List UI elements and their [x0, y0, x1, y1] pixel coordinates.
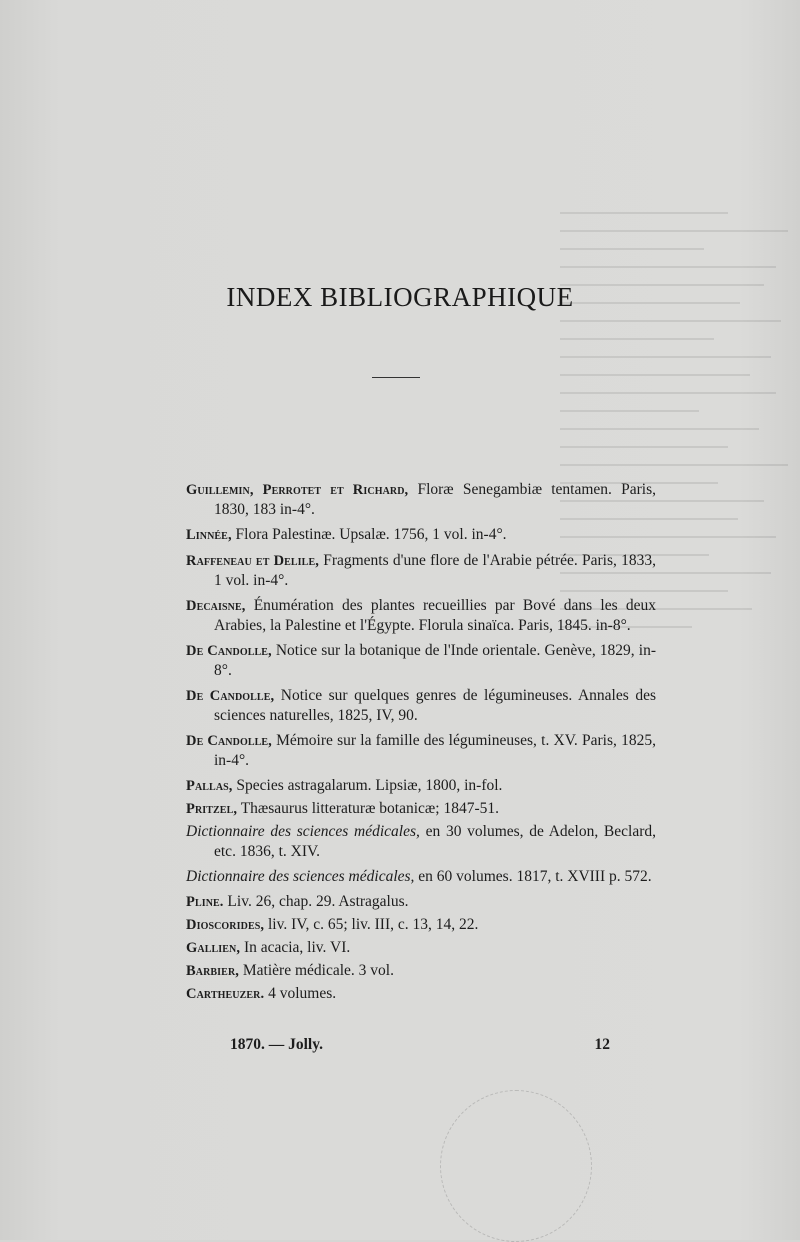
sheet-number: 12	[594, 1036, 610, 1053]
entry-text: In acacia, liv. VI.	[243, 939, 351, 956]
bibliography-entry	[186, 596, 656, 636]
entry-author: Barbier,	[186, 963, 239, 979]
entry-text: en 60 volumes. 1817, t. XVIII p. 572.	[418, 868, 652, 885]
bibliography-entry	[186, 938, 656, 958]
entry-text: Fragments d'une flore de l'Arabie pétrée. Paris, 1833, 1 vol. in-4°.	[214, 552, 656, 589]
entry-author: Guillemin, Perrotet et Richard,	[186, 482, 409, 498]
bibliography-entry	[186, 799, 656, 819]
bibliography-entry	[186, 961, 656, 981]
entry-author: Pallas,	[186, 778, 233, 794]
bibliography-entry	[186, 892, 656, 912]
entry-text: 4 volumes.	[268, 985, 337, 1002]
bibliography-entry	[186, 480, 656, 520]
printer-signature: 1870. — Jolly.	[230, 1036, 324, 1053]
entry-title-italic: Dictionnaire des sciences médicales,	[186, 823, 420, 840]
entry-text: Notice sur quelques genres de légumineuses. Annales des sciences naturelles, 1825, IV, 90.	[214, 687, 656, 724]
entry-text: Énumération des plantes recueillies par Bové dans les deux Arabies, la Palestine et l'Égypte. Florula sinaïca. Paris, 1845. in-8°.	[214, 597, 656, 634]
bibliography-entry	[186, 641, 656, 681]
entry-author: De Candolle,	[186, 688, 275, 704]
bibliography-list	[186, 480, 656, 1007]
title-rule	[372, 377, 420, 378]
entry-author: Pritzel,	[186, 801, 238, 817]
entry-text: Mémoire sur la famille des légumineuses, t. XV. Paris, 1825, in-4°.	[214, 732, 656, 769]
bibliography-entry	[186, 867, 656, 887]
bibliography-entry	[186, 731, 656, 771]
entry-author: Raffeneau et Delile,	[186, 553, 319, 569]
bibliography-entry	[186, 822, 656, 862]
entry-text: Matière médicale. 3 vol.	[242, 962, 394, 979]
entry-author: Decaisne,	[186, 598, 246, 614]
entry-text: Flora Palestinæ. Upsalæ. 1756, 1 vol. in-4°.	[235, 526, 507, 543]
entry-author: Cartheuzer.	[186, 986, 265, 1002]
entry-author: Dioscorides,	[186, 917, 265, 933]
bibliography-entry	[186, 776, 656, 796]
bibliography-entry	[186, 915, 656, 935]
bibliography-entry	[186, 525, 656, 545]
entry-text: en 30 volumes, de Adelon, Beclard, etc. 1836, t. XIV.	[214, 823, 656, 860]
entry-text: Notice sur la botanique de l'Inde orientale. Genève, 1829, in-8°.	[214, 642, 656, 679]
entry-author: Gallien,	[186, 940, 241, 956]
entry-text: liv. IV, c. 65; liv. III, c. 13, 14, 22.	[267, 916, 479, 933]
entry-text: Thæsaurus litteraturæ botanicæ; 1847-51.	[240, 800, 499, 817]
entry-author: Pline.	[186, 894, 224, 910]
faint-library-stamp	[440, 1090, 592, 1242]
entry-author: De Candolle,	[186, 733, 272, 749]
page-title: INDEX BIBLIOGRAPHIQUE	[226, 282, 574, 312]
entry-text: Liv. 26, chap. 29. Astragalus.	[227, 893, 409, 910]
entry-author: Linnée,	[186, 527, 232, 543]
entry-author: De Candolle,	[186, 643, 272, 659]
entry-text: Floræ Senegambiæ tentamen. Paris, 1830, 183 in-4°.	[214, 481, 656, 518]
bibliography-entry	[186, 984, 656, 1004]
entry-text: Species astragalarum. Lipsiæ, 1800, in-fol.	[236, 777, 503, 794]
entry-title-italic: Dictionnaire des sciences médicales,	[186, 868, 415, 885]
bibliography-entry	[186, 686, 656, 726]
bibliography-entry	[186, 551, 656, 591]
